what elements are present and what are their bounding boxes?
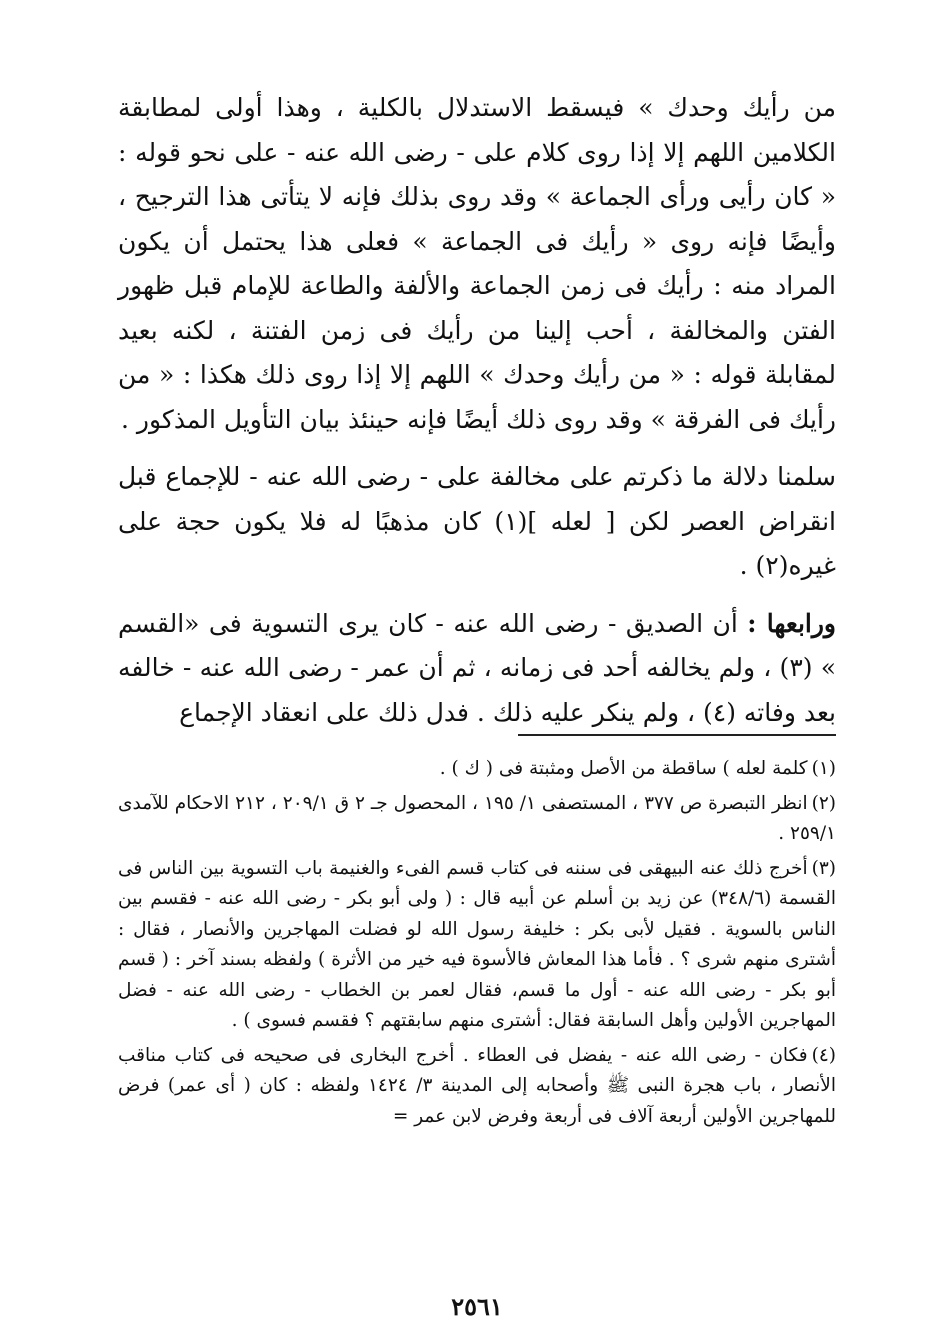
- page-number: ٢٥٦١: [451, 1292, 503, 1321]
- footnote-text: انظر التبصرة ص ٣٧٧ ، المستصفى ١/ ١٩٥ ، المحصول جـ ٢ ق ٢٠٩/١ ، ٢١٢ الاحكام للآمدى ٢٥٩/١ .: [118, 792, 836, 844]
- main-text: [118, 86, 836, 735]
- footnote-text: فكان - رضى الله عنه - يفضل فى العطاء . أخرج البخارى فى صحيحه فى كتاب مناقب الأنصار ، باب هجرة النبى ﷺ وأصحابه إلى المدينة ٣/ ١٤٢٤ ولفظه : كان ( أى عمر) فرض للمهاجرين الأولين أربعة آلاف فى أربعة وفرض لابن عمر =: [118, 1044, 836, 1127]
- paragraph-1: من رأيك وحدك » فيسقط الاستدلال بالكلية ، وهذا أولى لمطابقة الكلامين اللهم إلا إذا روى كلام على - رضى الله عنه - على نحو قوله : « كان رأيى ورأى الجماعة » وقد روى بذلك فإنه لا يتأتى هذا الترجيح ، وأيضًا فإنه روى « رأيك فى الجماعة » فعلى هذا يحتمل أن يكون المراد منه : رأيك فى زمن الجماعة والألفة والطاعة للإمام قبل ظهور الفتن والمخالفة ، أحب إلينا من رأيك فى زمن الفتنة ، لكنه بعيد لمقابلة قوله : « من رأيك وحدك » اللهم إلا إذا روى ذلك هكذا : « من رأيك فى الفرقة » وقد روى ذلك أيضًا فإنه حينئذ بيان التأويل المذكور .: [118, 93, 836, 434]
- paragraph-3: [118, 602, 836, 736]
- footnotes: [118, 754, 836, 1136]
- footnote-1: [118, 754, 836, 785]
- document-page: [118, 86, 836, 1335]
- footnote-number: (١): [811, 758, 836, 779]
- footnote-text: أخرج ذلك عنه البيهقى فى سننه فى كتاب قسم الفىء والغنيمة باب التسوية بين الناس فى القسمة (٣٤٨/٦) عن زيد بن أسلم عن أبيه قال : ( ولى أبو بكر - رضى الله عنه - فقسم بين الناس بالسوية . فقيل لأبى بكر : خليفة رسول الله لو فضلت المهاجرين والأنصار ، فقال : أشترى منهم شرى ؟ . فأما هذا المعاش فالأسوة فيه خير من الأثرة ) ولفظه بسند آخر : ( قسم أبو بكر - رضى الله عنه - أول ما قسم، فقال لعمر بن الخطاب - رضى الله عنه - فضل المهاجرين الأولين وأهل السابقة فقال: أشترى منهم سابقتهم ؟ فقسم فسوى ) .: [118, 857, 836, 1031]
- footnote-4: [118, 1041, 836, 1133]
- footnote-text: كلمة لعله ) ساقطة من الأصل ومثبتة فى ( ك ) .: [439, 758, 808, 779]
- footnote-number: (٢): [811, 792, 836, 814]
- paragraph-3-body: أن الصديق - رضى الله عنه - كان يرى التسوية فى «القسم » (٣) ، ولم يخالفه أحد فى زمانه ، ثم أن عمر - رضى الله عنه - خالفه بعد وفاته (٤) ، ولم ينكر عليه ذلك . فدل ذلك على انعقاد الإجماع: [118, 608, 836, 727]
- paragraph-2: سلمنا دلالة ما ذكرتم على مخالفة على - رضى الله عنه - للإجماع قبل انقراض العصر لكن [ لعله ](١) كان مذهبًا له فلا يكون حجة على غيره(٢) .: [118, 462, 837, 580]
- footnote-2: [118, 789, 836, 850]
- footnote-separator: [518, 734, 836, 736]
- footnote-3: [118, 854, 836, 1037]
- paragraph-3-lead: ورابعها :: [747, 608, 836, 638]
- footnote-number: (٣): [811, 857, 836, 879]
- footnote-number: (٤): [811, 1044, 836, 1066]
